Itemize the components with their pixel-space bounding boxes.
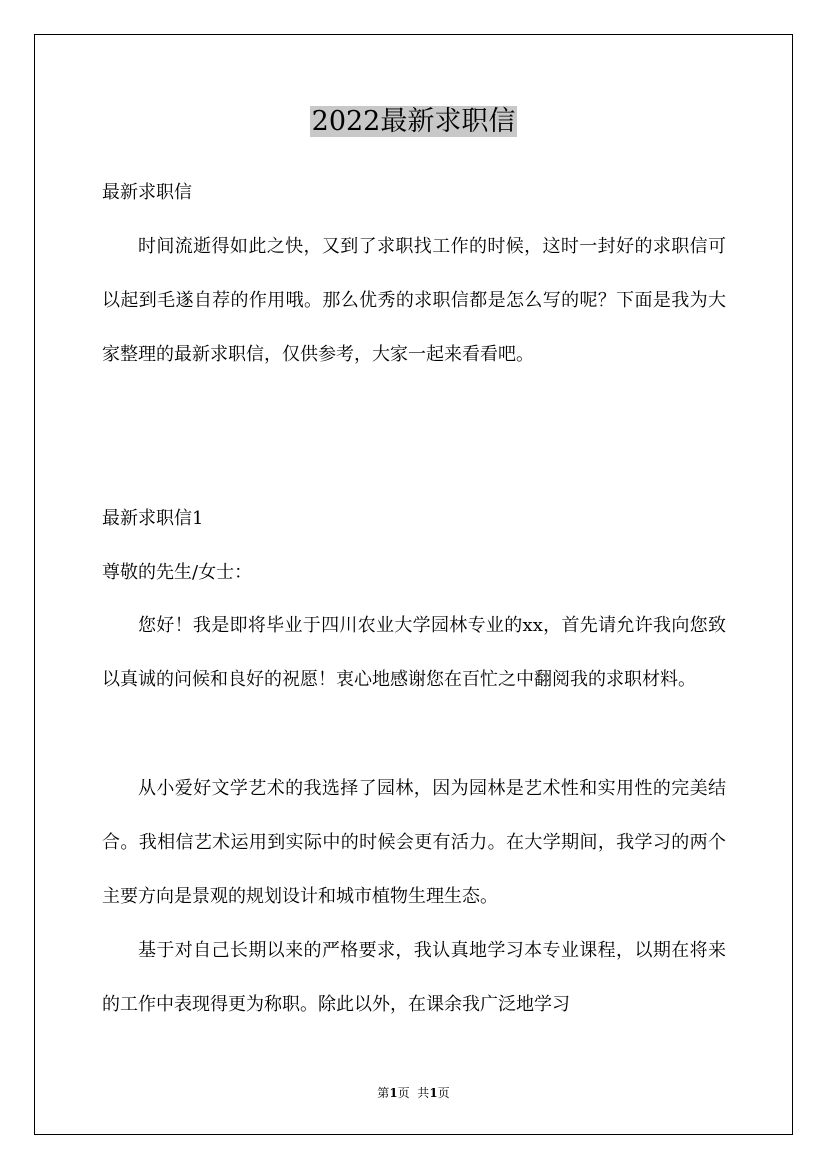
salutation: 尊敬的先生/女士： <box>102 562 253 583</box>
document-title <box>0 102 827 142</box>
page-footer <box>0 1084 827 1101</box>
footer-page-number: 1 <box>389 1086 398 1100</box>
body-paragraph-1: 您好！我是即将毕业于四川农业大学园林专业的xx，首先请允许我向您致以真诚的问候和良好的祝愿！衷心地感谢您在百忙之中翻阅我的求职材料。 <box>102 615 726 690</box>
intro-paragraph: 时间流逝得如此之快，又到了求职找工作的时候，这时一封好的求职信可以起到毛遂自荐的作用哦。那么优秀的求职信都是怎么写的呢？下面是我为大家整理的最新求职信，仅供参考，大家一起来看看吧。 <box>102 236 726 365</box>
section-heading: 最新求职信 <box>102 182 192 203</box>
body-paragraph-3: 基于对自己长期以来的严格要求，我认真地学习本专业课程，以期在将来的工作中表现得更为称职。除此以外，在课余我广泛地学习 <box>102 940 726 1015</box>
footer-prefix: 第 <box>377 1086 390 1100</box>
footer-total-pages: 1 <box>429 1086 438 1100</box>
footer-middle: 页 共 <box>397 1086 430 1100</box>
letter-heading: 最新求职信1 <box>102 508 204 529</box>
document-title-text: 2022最新求职信 <box>311 106 516 137</box>
footer-suffix: 页 <box>437 1086 450 1100</box>
body-paragraph-2: 从小爱好文学艺术的我选择了园林，因为园林是艺术性和实用性的完美结合。我相信艺术运用到实际中的时候会更有活力。在大学期间，我学习的两个主要方向是景观的规划设计和城市植物生理生态。 <box>102 778 726 907</box>
